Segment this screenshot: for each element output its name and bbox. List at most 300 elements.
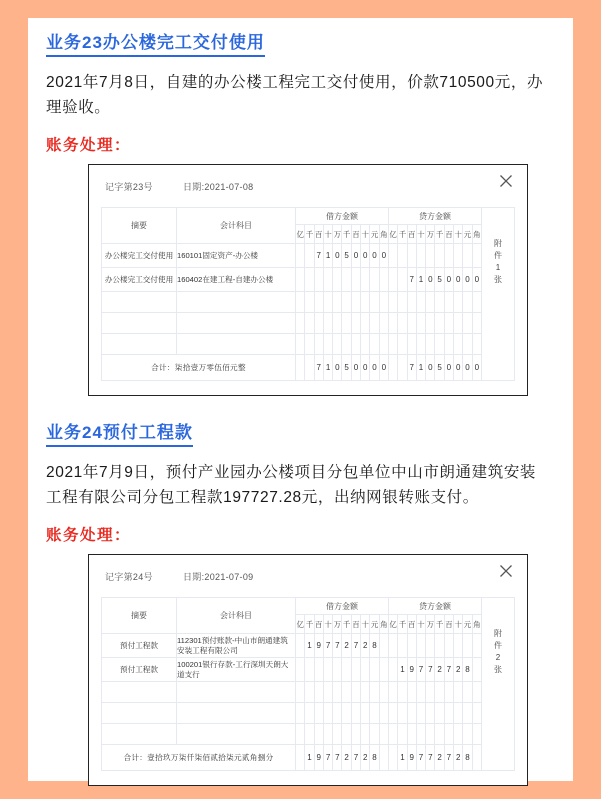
digit-cell — [463, 334, 472, 355]
digit-cell — [435, 724, 444, 745]
digit-cell — [426, 634, 435, 658]
digit-cell: 2 — [361, 634, 370, 658]
cell-subject — [177, 292, 296, 313]
voucher-date: 日期:2021-07-09 — [183, 571, 254, 582]
digit-cell — [444, 292, 453, 313]
cell-abstract: 预付工程款 — [102, 634, 177, 658]
unit-cell: 角 — [379, 225, 388, 244]
section-business-24 — [46, 422, 555, 786]
digit-cell: 2 — [435, 745, 444, 771]
cell-subject: 160402在建工程-自建办公楼 — [177, 268, 296, 292]
attachment-char-1: 附 — [493, 629, 502, 638]
digit-cell: 1 — [305, 745, 314, 771]
cell-abstract: 办公楼完工交付使用 — [102, 268, 177, 292]
digit-cell: 2 — [454, 745, 463, 771]
unit-cell: 百 — [407, 225, 416, 244]
table-row-empty[interactable] — [102, 724, 482, 745]
digit-cell: 0 — [361, 244, 370, 268]
digit-cell — [305, 355, 314, 381]
digit-cell: 7 — [351, 745, 360, 771]
digit-cell: 7 — [444, 745, 453, 771]
digit-cell — [323, 313, 332, 334]
digit-cell: 1 — [305, 634, 314, 658]
digit-cell — [361, 292, 370, 313]
unit-cell: 千 — [435, 615, 444, 634]
digit-cell — [407, 292, 416, 313]
unit-cell: 百 — [444, 225, 453, 244]
digit-cell — [361, 658, 370, 682]
digit-cell — [407, 703, 416, 724]
digit-cell — [323, 334, 332, 355]
digit-cell — [351, 292, 360, 313]
digit-cell — [407, 634, 416, 658]
digit-cell — [342, 703, 351, 724]
digit-cell — [426, 244, 435, 268]
voucher-number: 记字第24号 — [105, 571, 153, 582]
digit-cell: 7 — [416, 745, 425, 771]
section-business-23 — [46, 32, 555, 396]
digit-cell — [463, 292, 472, 313]
digit-cell — [472, 334, 481, 355]
digit-cell: 7 — [333, 745, 342, 771]
unit-cell: 百 — [407, 615, 416, 634]
digit-cell — [361, 313, 370, 334]
unit-cell: 亿 — [296, 615, 305, 634]
digit-cell — [444, 703, 453, 724]
digit-cell: 0 — [426, 268, 435, 292]
digit-cell: 7 — [314, 355, 323, 381]
table-row[interactable] — [102, 634, 482, 658]
unit-cell: 十 — [416, 225, 425, 244]
unit-cell: 亿 — [388, 615, 397, 634]
digit-cell — [305, 292, 314, 313]
digit-cell — [454, 313, 463, 334]
col-header-credit: 贷方金额 — [388, 598, 481, 615]
cell-subject — [177, 724, 296, 745]
digit-cell — [398, 724, 407, 745]
digit-cell — [370, 313, 379, 334]
digit-cell — [472, 634, 481, 658]
voucher-table-body — [102, 634, 482, 771]
digit-cell — [388, 682, 397, 703]
digit-cell — [314, 682, 323, 703]
unit-cell: 十 — [416, 615, 425, 634]
digit-cell — [323, 292, 332, 313]
digit-cell — [444, 682, 453, 703]
digit-cell — [296, 334, 305, 355]
attachment-count: 1 — [495, 263, 501, 272]
digit-cell — [388, 313, 397, 334]
digit-cell — [351, 334, 360, 355]
digit-cell: 0 — [444, 355, 453, 381]
digit-cell — [342, 268, 351, 292]
digit-cell — [323, 658, 332, 682]
digit-cell — [454, 244, 463, 268]
unit-cell: 角 — [472, 225, 481, 244]
table-row[interactable] — [102, 244, 482, 268]
digit-cell — [296, 292, 305, 313]
digit-cell: 8 — [463, 745, 472, 771]
digit-cell — [370, 334, 379, 355]
voucher-number: 记字第23号 — [105, 181, 153, 192]
digit-cell — [314, 268, 323, 292]
digit-cell — [444, 244, 453, 268]
digit-cell — [305, 682, 314, 703]
digit-cell: 1 — [416, 268, 425, 292]
digit-cell — [370, 268, 379, 292]
unit-cell: 十 — [323, 225, 332, 244]
digit-cell — [296, 682, 305, 703]
digit-cell — [472, 292, 481, 313]
digit-cell — [342, 658, 351, 682]
unit-cell: 十 — [454, 225, 463, 244]
digit-cell — [379, 682, 388, 703]
unit-cell: 千 — [342, 615, 351, 634]
digit-cell — [388, 244, 397, 268]
cell-subject — [177, 313, 296, 334]
digit-cell — [379, 334, 388, 355]
digit-cell — [454, 634, 463, 658]
digit-cell — [463, 313, 472, 334]
digit-cell — [407, 724, 416, 745]
digit-cell — [333, 292, 342, 313]
digit-cell — [426, 703, 435, 724]
digit-cell — [426, 682, 435, 703]
total-label: 合计：壹拾玖万柒仟柒佰贰拾柒元贰角捌分 — [102, 745, 296, 771]
digit-cell — [305, 658, 314, 682]
digit-cell — [416, 682, 425, 703]
section-gap — [46, 396, 555, 422]
digit-cell — [454, 703, 463, 724]
digit-cell — [296, 658, 305, 682]
digit-cell — [342, 724, 351, 745]
digit-cell: 7 — [314, 244, 323, 268]
unit-cell: 百 — [351, 225, 360, 244]
cell-subject — [177, 703, 296, 724]
digit-cell — [342, 313, 351, 334]
digit-cell: 7 — [416, 658, 425, 682]
voucher-table — [101, 207, 482, 381]
attachment-char-1: 附 — [493, 239, 502, 248]
digit-cell — [351, 268, 360, 292]
digit-cell: 7 — [333, 634, 342, 658]
unit-cell: 元 — [370, 615, 379, 634]
unit-cell: 千 — [435, 225, 444, 244]
unit-cell: 十 — [361, 615, 370, 634]
section-title: 业务24预付工程款 — [46, 422, 193, 447]
attachment-count: 2 — [495, 653, 501, 662]
digit-cell: 1 — [398, 658, 407, 682]
digit-cell — [388, 268, 397, 292]
attachment-char-2: 件 — [493, 251, 502, 260]
section-body-text: 2021年7月8日，自建的办公楼工程完工交付使用，价款710500元，办理验收。 — [46, 74, 544, 116]
table-row-empty[interactable] — [102, 313, 482, 334]
digit-cell: 7 — [323, 745, 332, 771]
digit-cell — [388, 658, 397, 682]
digit-cell — [398, 313, 407, 334]
digit-cell: 0 — [463, 355, 472, 381]
digit-cell — [416, 313, 425, 334]
col-header-credit: 贷方金额 — [388, 208, 481, 225]
digit-cell — [361, 334, 370, 355]
digit-cell — [361, 682, 370, 703]
digit-cell — [305, 334, 314, 355]
cell-abstract: 预付工程款 — [102, 658, 177, 682]
digit-cell — [463, 724, 472, 745]
unit-cell: 千 — [398, 615, 407, 634]
voucher-header — [101, 565, 515, 585]
digit-cell: 0 — [472, 355, 481, 381]
digit-cell: 2 — [342, 745, 351, 771]
accounting-treatment-label: 账务处理： — [46, 527, 132, 544]
digit-cell — [444, 313, 453, 334]
voucher-table-body — [102, 244, 482, 381]
digit-cell — [472, 658, 481, 682]
digit-cell — [472, 703, 481, 724]
digit-cell — [361, 724, 370, 745]
digit-cell — [435, 292, 444, 313]
unit-cell: 亿 — [296, 225, 305, 244]
col-header-debit: 借方金额 — [296, 208, 389, 225]
digit-cell — [296, 355, 305, 381]
digit-cell — [463, 703, 472, 724]
digit-cell — [444, 634, 453, 658]
col-header-abstract: 摘要 — [102, 598, 177, 634]
table-row-empty[interactable] — [102, 682, 482, 703]
unit-cell: 元 — [463, 615, 472, 634]
digit-cell — [398, 292, 407, 313]
cell-abstract — [102, 682, 177, 703]
table-row-empty[interactable] — [102, 334, 482, 355]
cell-subject: 160101固定资产-办公楼 — [177, 244, 296, 268]
digit-cell — [351, 682, 360, 703]
digit-cell — [314, 313, 323, 334]
digit-cell: 8 — [370, 634, 379, 658]
digit-cell: 7 — [323, 634, 332, 658]
digit-cell — [407, 244, 416, 268]
digit-cell — [314, 292, 323, 313]
digit-cell: 5 — [435, 355, 444, 381]
voucher-table-head — [102, 598, 482, 634]
digit-cell — [379, 313, 388, 334]
voucher-header — [101, 175, 515, 195]
digit-cell: 7 — [407, 355, 416, 381]
digit-cell: 0 — [333, 355, 342, 381]
cell-subject — [177, 682, 296, 703]
digit-cell — [435, 244, 444, 268]
digit-cell — [333, 334, 342, 355]
voucher-table-wrap — [101, 597, 515, 771]
unit-cell: 千 — [305, 615, 314, 634]
digit-cell — [305, 313, 314, 334]
digit-cell — [454, 292, 463, 313]
voucher-table — [101, 597, 482, 771]
close-icon[interactable] — [498, 173, 514, 189]
digit-cell: 0 — [333, 244, 342, 268]
digit-cell: 0 — [370, 244, 379, 268]
digit-cell — [296, 268, 305, 292]
unit-cell: 千 — [305, 225, 314, 244]
digit-cell — [435, 682, 444, 703]
digit-cell — [296, 244, 305, 268]
digit-cell — [407, 313, 416, 334]
table-row[interactable] — [102, 658, 482, 682]
digit-cell — [351, 658, 360, 682]
digit-cell — [296, 724, 305, 745]
digit-cell — [296, 745, 305, 771]
digit-cell — [426, 292, 435, 313]
attachment-column — [482, 597, 515, 771]
unit-cell: 千 — [342, 225, 351, 244]
digit-cell — [323, 268, 332, 292]
cell-abstract: 办公楼完工交付使用 — [102, 244, 177, 268]
digit-cell — [379, 724, 388, 745]
digit-cell — [388, 292, 397, 313]
digit-cell — [323, 724, 332, 745]
digit-cell — [361, 268, 370, 292]
digit-cell: 2 — [342, 634, 351, 658]
unit-cell: 百 — [314, 615, 323, 634]
digit-cell — [379, 703, 388, 724]
digit-cell — [333, 682, 342, 703]
unit-cell: 十 — [323, 615, 332, 634]
digit-cell — [472, 682, 481, 703]
digit-cell — [370, 682, 379, 703]
digit-cell — [333, 313, 342, 334]
digit-cell: 2 — [435, 658, 444, 682]
digit-cell — [454, 724, 463, 745]
digit-cell — [370, 724, 379, 745]
digit-cell — [454, 334, 463, 355]
digit-cell — [370, 703, 379, 724]
digit-cell — [305, 268, 314, 292]
unit-cell: 千 — [398, 225, 407, 244]
attachment-char-4: 张 — [493, 665, 502, 674]
digit-cell: 8 — [463, 658, 472, 682]
digit-cell: 0 — [463, 268, 472, 292]
unit-cell: 万 — [333, 225, 342, 244]
digit-cell: 2 — [454, 658, 463, 682]
digit-cell: 1 — [398, 745, 407, 771]
digit-cell — [379, 658, 388, 682]
digit-cell — [472, 244, 481, 268]
digit-cell — [398, 634, 407, 658]
digit-cell: 0 — [351, 355, 360, 381]
voucher-table-wrap — [101, 207, 515, 381]
digit-cell: 0 — [426, 355, 435, 381]
unit-cell: 万 — [426, 615, 435, 634]
cell-abstract — [102, 703, 177, 724]
digit-cell — [314, 334, 323, 355]
digit-cell — [444, 334, 453, 355]
digit-cell — [342, 292, 351, 313]
digit-cell: 5 — [435, 268, 444, 292]
digit-cell — [333, 268, 342, 292]
digit-cell: 7 — [444, 658, 453, 682]
digit-cell — [314, 724, 323, 745]
digit-cell — [416, 703, 425, 724]
digit-cell — [416, 334, 425, 355]
digit-cell — [361, 703, 370, 724]
digit-cell — [323, 682, 332, 703]
digit-cell — [435, 313, 444, 334]
digit-cell — [388, 724, 397, 745]
unit-cell: 百 — [444, 615, 453, 634]
cell-subject: 100201银行存款-工行深圳天朗大道支行 — [177, 658, 296, 682]
voucher-card-23 — [88, 164, 528, 396]
cell-abstract — [102, 292, 177, 313]
digit-cell — [426, 334, 435, 355]
digit-cell — [398, 268, 407, 292]
unit-cell: 十 — [361, 225, 370, 244]
digit-cell: 0 — [351, 244, 360, 268]
table-row-empty[interactable] — [102, 292, 482, 313]
digit-cell: 1 — [416, 355, 425, 381]
digit-cell: 9 — [314, 745, 323, 771]
digit-cell: 7 — [426, 745, 435, 771]
unit-cell: 亿 — [388, 225, 397, 244]
unit-cell: 元 — [370, 225, 379, 244]
table-row-total — [102, 355, 482, 381]
voucher-date: 日期:2021-07-08 — [183, 181, 254, 192]
digit-cell: 9 — [407, 745, 416, 771]
digit-cell — [398, 355, 407, 381]
digit-cell — [472, 745, 481, 771]
digit-cell — [388, 703, 397, 724]
digit-cell — [351, 703, 360, 724]
digit-cell — [314, 703, 323, 724]
digit-cell: 5 — [342, 355, 351, 381]
digit-cell — [426, 313, 435, 334]
digit-cell — [296, 313, 305, 334]
unit-cell: 百 — [351, 615, 360, 634]
digit-cell — [379, 268, 388, 292]
digit-cell: 8 — [370, 745, 379, 771]
digit-cell — [305, 703, 314, 724]
digit-cell — [472, 724, 481, 745]
digit-cell: 7 — [351, 634, 360, 658]
table-row-empty[interactable] — [102, 703, 482, 724]
unit-cell: 万 — [333, 615, 342, 634]
col-header-subject: 会计科目 — [177, 598, 296, 634]
digit-cell — [351, 313, 360, 334]
table-row-total — [102, 745, 482, 771]
digit-cell — [435, 703, 444, 724]
digit-cell: 7 — [426, 658, 435, 682]
close-icon[interactable] — [498, 563, 514, 579]
attachment-char-2: 件 — [493, 641, 502, 650]
digit-cell — [379, 292, 388, 313]
digit-cell — [463, 244, 472, 268]
cell-abstract — [102, 334, 177, 355]
voucher-card-24 — [88, 554, 528, 786]
total-label: 合计：柒拾壹万零伍佰元整 — [102, 355, 296, 381]
digit-cell — [416, 724, 425, 745]
section-body-text: 2021年7月9日，预付产业园办公楼项目分包单位中山市朗通建筑安装工程有限公司分包工程款197727.28元，出纳网银转账支付。 — [46, 464, 537, 506]
digit-cell — [323, 703, 332, 724]
section-title: 业务23办公楼完工交付使用 — [46, 32, 265, 57]
digit-cell — [398, 244, 407, 268]
digit-cell — [333, 724, 342, 745]
digit-cell — [296, 703, 305, 724]
table-row[interactable] — [102, 268, 482, 292]
digit-cell — [370, 292, 379, 313]
unit-cell: 万 — [426, 225, 435, 244]
digit-cell — [463, 634, 472, 658]
digit-cell — [398, 682, 407, 703]
digit-cell: 0 — [379, 244, 388, 268]
digit-cell: 1 — [323, 355, 332, 381]
